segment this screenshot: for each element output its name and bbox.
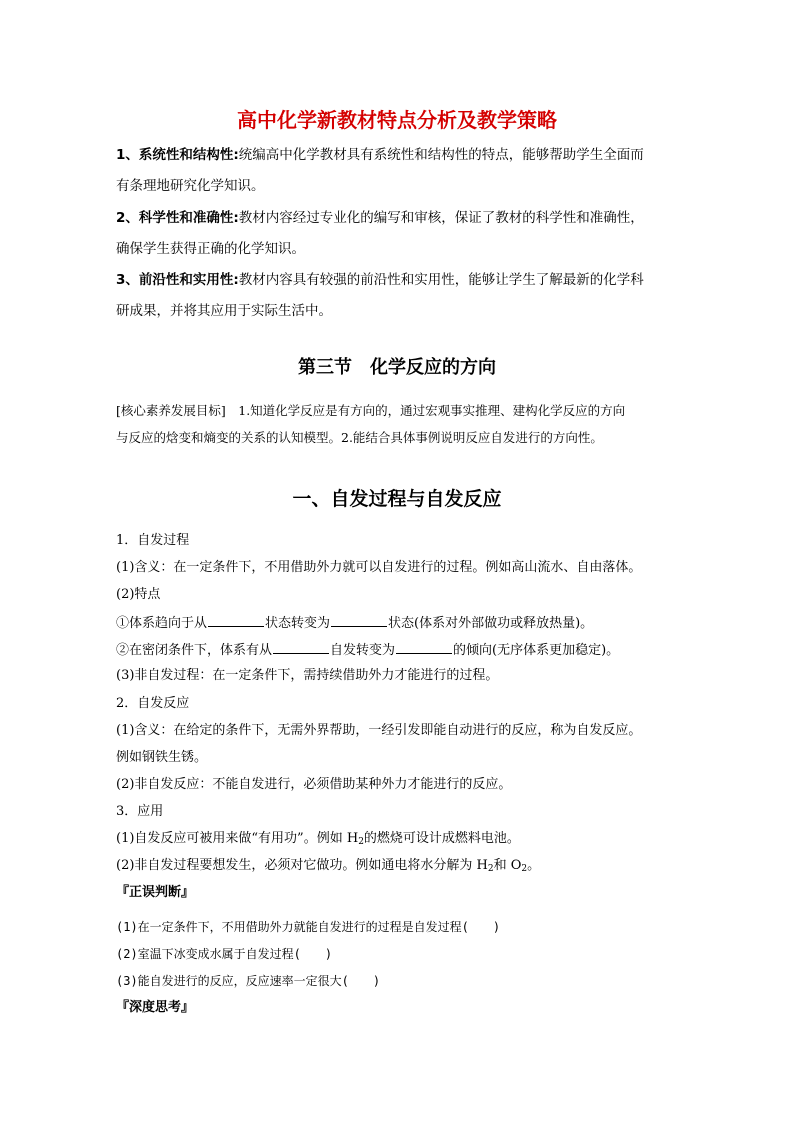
document-title: 高中化学新教材特点分析及教学策略 xyxy=(237,108,557,132)
spontaneous-reaction-definition: (1)含义：在给定的条件下，无需外界帮助，一经引发即能自动进行的反应，称为自发反应。 xyxy=(116,723,642,738)
application-2 xyxy=(116,858,540,874)
application-2-text: (2)非自发过程要想发生，必须对它做功。例如通电将水分解为 H xyxy=(116,858,488,873)
intro-point-label: 1、系统性和结构性: xyxy=(116,147,239,163)
feature-1-text: 状态(体系对外部做功或释放热量)。 xyxy=(388,616,594,631)
application-1-text: 的燃烧可设计成燃料电池。 xyxy=(363,831,520,846)
intro-point-label: 3、前沿性和实用性: xyxy=(116,272,239,288)
feature-2 xyxy=(116,641,619,659)
subscript: 2 xyxy=(358,837,364,847)
feature-2-text: 自发转变为 xyxy=(330,643,396,658)
intro-point-1 xyxy=(116,147,644,163)
true-false-item-1[interactable]: (1)在一定条件下，不用借助外力就能自发进行的过程是自发过程( ) xyxy=(116,920,501,934)
non-spontaneous-reaction: (2)非自发反应：不能自发进行，必须借助某种外力才能进行的反应。 xyxy=(116,777,512,792)
fill-blank[interactable] xyxy=(396,641,452,654)
spontaneous-process-heading: 1．自发过程 xyxy=(116,533,190,548)
spontaneous-reaction-example: 例如钢铁生锈。 xyxy=(116,750,208,765)
feature-1-text: ①体系趋向于从 xyxy=(116,616,208,631)
fill-blank[interactable] xyxy=(331,614,387,627)
intro-point-2 xyxy=(116,210,644,226)
non-spontaneous-process: (3)非自发过程：在一定条件下，需持续借助外力才能进行的过程。 xyxy=(116,668,499,683)
application-heading: 3．应用 xyxy=(116,804,164,819)
subscript: 2 xyxy=(521,864,528,874)
intro-point-text: 统编高中化学教材具有系统性和结构性的特点，能够帮助学生全面而 xyxy=(238,147,644,163)
true-false-heading: 『正误判断』 xyxy=(116,885,195,900)
core-goal-line-2: 与反应的焓变和熵变的关系的认知模型。2.能结合具体事例说明反应自发进行的方向性。 xyxy=(116,430,603,445)
application-1 xyxy=(116,831,520,847)
section-title: 第三节 化学反应的方向 xyxy=(298,357,496,378)
spontaneous-reaction-heading: 2．自发反应 xyxy=(116,696,190,711)
subscript: 2 xyxy=(487,864,494,874)
core-goal-line-1: [核心素养发展目标] 1.知道化学反应是有方向的，通过宏观事实推理、建构化学反应的方向 xyxy=(116,403,626,418)
application-1-text: (1)自发反应可被用来做“有用功”。例如 H xyxy=(116,831,359,846)
feature-1-text: 状态转变为 xyxy=(265,616,331,631)
deep-thinking-heading: 『深度思考』 xyxy=(116,1000,195,1015)
subsection-title: 一、自发过程与自发反应 xyxy=(292,488,502,510)
application-2-text: 。 xyxy=(527,858,541,873)
intro-point-text: 教材内容具有较强的前沿性和实用性，能够让学生了解最新的化学科 xyxy=(238,272,644,288)
intro-point-2-cont: 确保学生获得正确的化学知识。 xyxy=(116,241,305,257)
feature-1 xyxy=(116,614,593,632)
spontaneous-process-definition: (1)含义：在一定条件下，不用借助外力就可以自发进行的过程。例如高山流水、自由落体。 xyxy=(116,560,642,575)
intro-point-label: 2、科学性和准确性: xyxy=(116,210,239,226)
true-false-item-2[interactable]: (2)室温下冰变成水属于自发过程( ) xyxy=(116,947,333,961)
feature-2-text: 的倾向(无序体系更加稳定)。 xyxy=(453,643,620,658)
intro-point-3-cont: 研成果，并将其应用于实际生活中。 xyxy=(116,303,332,319)
true-false-item-3[interactable]: (3)能自发进行的反应，反应速率一定很大( ) xyxy=(116,974,381,988)
feature-heading: (2)特点 xyxy=(116,587,161,602)
intro-point-3 xyxy=(116,272,644,288)
intro-point-1-cont: 有条理地研究化学知识。 xyxy=(116,178,265,194)
application-2-text: 和 O xyxy=(493,858,522,873)
feature-2-text: ②在密闭条件下，体系有从 xyxy=(116,643,273,658)
intro-point-text: 教材内容经过专业化的编写和审核，保证了教材的科学性和准确性， xyxy=(238,210,644,226)
fill-blank[interactable] xyxy=(273,641,329,654)
fill-blank[interactable] xyxy=(208,614,264,627)
